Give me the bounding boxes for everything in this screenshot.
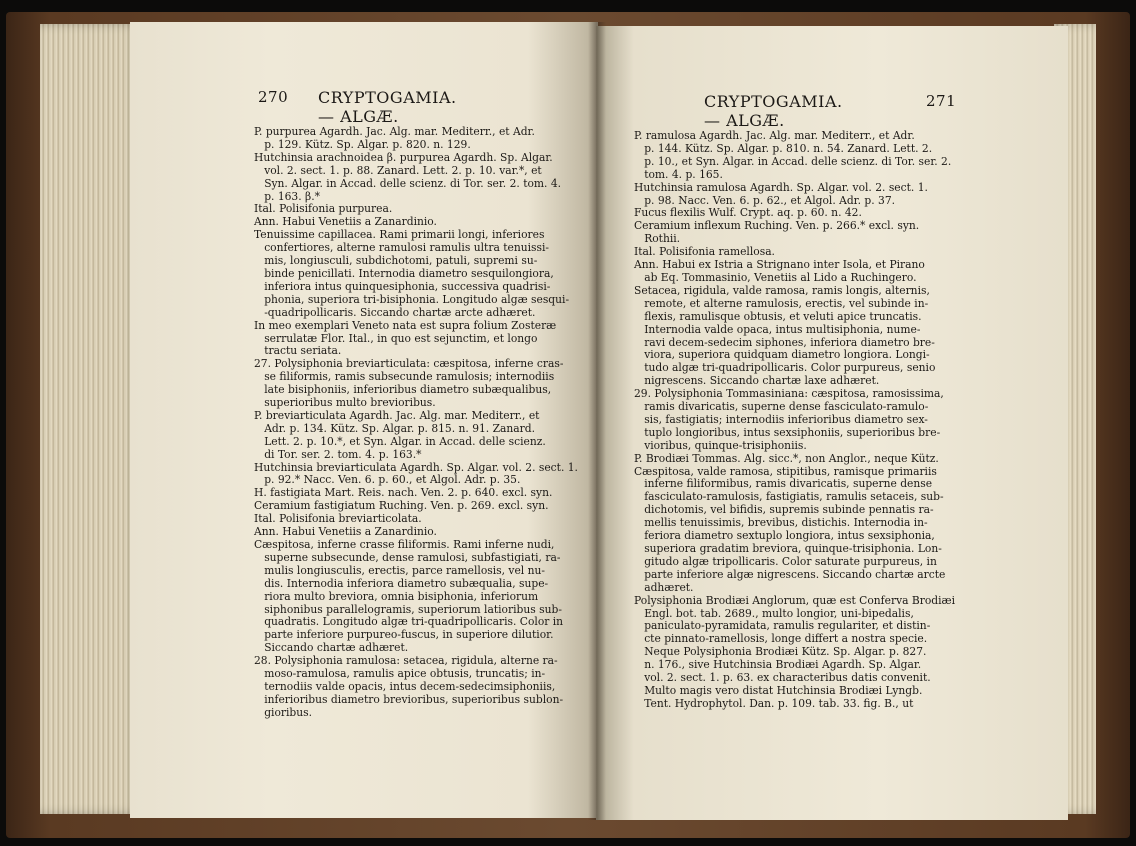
text-line: Polysiphonia Brodiæi Anglorum, quæ est Conferva Brodiæi xyxy=(634,593,955,607)
text-line: Neque Polysiphonia Brodiæi Kütz. Sp. Algar. p. 827. xyxy=(634,645,927,659)
left-page-text xyxy=(254,126,578,720)
text-line: phonia, superiora tri-bisiphonia. Longitudo algæ sesqui- xyxy=(254,292,570,306)
text-line: vol. 2. sect. 1. p. 63. ex characteribus datis convenit. xyxy=(634,671,931,685)
text-line: In meo exemplari Veneto nata est supra folium Zosteræ xyxy=(254,318,557,332)
text-line: Cæspitosa, inferne crasse filiformis. Rami inferne nudi, xyxy=(254,538,555,551)
text-line: adhæret. xyxy=(634,580,694,594)
text-line: dis. Internodia inferiora diametro subæqualia, supe- xyxy=(254,576,549,590)
text-line: Ital. Polisifonia purpurea. xyxy=(254,202,393,216)
left-page-number: 270 xyxy=(258,88,289,106)
text-line: confertiores, alterne ramulosi ramulis ultra tenuissi- xyxy=(254,241,550,255)
right-page xyxy=(596,26,1068,820)
text-line: H. fastigiata Mart. Reis. nach. Ven. 2. p. 640. excl. syn. xyxy=(254,486,553,500)
text-line: flexis, ramulisque obtusis, et veluti apice truncatis. xyxy=(634,309,922,323)
text-line: Setacea, rigidula, valde ramosa, ramis longis, alternis, xyxy=(634,283,930,297)
text-line: p. 10., et Syn. Algar. in Accad. delle scienz. di Tor. ser. 2. xyxy=(634,154,952,168)
text-line: Ann. Habui Venetiis a Zanardinio. xyxy=(254,525,437,539)
text-line: P. ramulosa Agardh. Jac. Alg. mar. Mediterr., et Adr. xyxy=(634,129,915,142)
text-line: 29. Polysiphonia Tommasiniana: cæspitosa, ramosissima, xyxy=(634,387,944,401)
text-line: inferiora intus quinquesiphonia, successiva quadrisi- xyxy=(254,279,551,293)
text-line: parte inferiore algæ nigrescens. Siccando chartæ arcte xyxy=(634,567,946,581)
text-line: p. 98. Nacc. Ven. 6. p. 62., et Algol. Adr. p. 37. xyxy=(634,193,896,207)
text-line: inferne filiformibus, ramis divaricatis, superne dense xyxy=(634,477,933,491)
text-line: quadratis. Longitudo algæ tri-quadripollicaris. Color in xyxy=(254,615,564,629)
text-line: Cæspitosa, valde ramosa, stipitibus, ramisque primariis xyxy=(634,464,937,478)
text-line: ternodiis valde opacis, intus decem-sedecimsiphoniis, xyxy=(254,679,556,693)
text-line: remote, et alterne ramulosis, erectis, vel subinde in- xyxy=(634,296,929,310)
right-page-text xyxy=(634,130,955,711)
text-line: -quadripollicaris. Siccando chartæ arcte adhæret. xyxy=(254,305,536,319)
text-line: mellis tenuissimis, brevibus, distichis. Internodia in- xyxy=(634,516,928,530)
text-line: Adr. p. 134. Kütz. Sp. Algar. p. 815. n. 91. Zanard. xyxy=(254,421,535,435)
text-line: Ceramium inflexum Ruching. Ven. p. 266.* excl. syn. xyxy=(634,219,920,233)
text-line: moso-ramulosa, ramulis apice obtusis, truncatis; in- xyxy=(254,667,546,681)
text-line: Hutchinsia breviarticulata Agardh. Sp. Algar. vol. 2. sect. 1. xyxy=(254,460,578,474)
text-line: mis, longiusculi, subdichotomi, patuli, supremi su- xyxy=(254,254,538,268)
text-line: late bisiphoniis, inferioribus diametro subæqualibus, xyxy=(254,383,552,397)
text-line: superiora gradatim breviora, quinque-trisiphonia. Lon- xyxy=(634,542,942,555)
text-line: P. purpurea Agardh. Jac. Alg. mar. Mediterr., et Adr. xyxy=(254,125,535,138)
text-line: Rothii. xyxy=(634,232,681,246)
text-line: tom. 4. p. 165. xyxy=(634,167,723,181)
text-line: ravi decem-sedecim siphones, inferiora diametro bre- xyxy=(634,335,935,349)
text-line: p. 129. Kütz. Sp. Algar. p. 820. n. 129. xyxy=(254,137,471,151)
text-line: Siccando chartæ adhæret. xyxy=(254,641,409,655)
text-line: vol. 2. sect. 1. p. 88. Zanard. Lett. 2. p. 10. var.*, et xyxy=(254,163,542,177)
text-line: cte pinnato-ramellosis, longe differt a nostra specie. xyxy=(634,632,928,646)
text-line: viora, superiora quidquam diametro longiora. Longi- xyxy=(634,348,930,362)
text-line: Lett. 2. p. 10.*, et Syn. Algar. in Accad. delle scienz. xyxy=(254,434,546,448)
text-line: Syn. Algar. in Accad. delle scienz. di Tor. ser. 2. tom. 4. xyxy=(254,176,562,190)
text-line: Hutchinsia arachnoidea β. purpurea Agardh. Sp. Algar. xyxy=(254,150,553,164)
text-line: dichotomis, vel bifidis, supremis subinde pennatis ra- xyxy=(634,503,934,517)
text-line: tuplo longioribus, intus sexsiphoniis, superioribus bre- xyxy=(634,425,941,439)
text-line: p. 163. β.* xyxy=(254,189,320,203)
text-line: Fucus flexilis Wulf. Crypt. aq. p. 60. n. 42. xyxy=(634,206,862,220)
book-gutter xyxy=(588,22,606,820)
text-line: Multo magis vero distat Hutchinsia Brodiæi Lyngb. xyxy=(634,683,923,697)
text-line: Tent. Hydrophytol. Dan. p. 109. tab. 33. fig. B., ut xyxy=(634,696,914,710)
text-line: Ceramium fastigiatum Ruching. Ven. p. 269. excl. syn. xyxy=(254,499,549,513)
text-line: mulis longiusculis, erectis, parce ramellosis, vel nu- xyxy=(254,563,545,577)
page-edges-left xyxy=(40,24,140,814)
text-line: inferioribus diametro brevioribus, superioribus sublon- xyxy=(254,692,564,706)
text-line: gitudo algæ tripollicaris. Color saturate purpureus, in xyxy=(634,554,937,568)
text-line: p. 144. Kütz. Sp. Algar. p. 810. n. 54. Zanard. Lett. 2. xyxy=(634,141,933,155)
text-line: ramis divaricatis, superne dense fasciculato-ramulo- xyxy=(634,400,929,414)
text-line: 28. Polysiphonia ramulosa: setacea, rigidula, alterne ra- xyxy=(254,654,558,668)
text-line: Ann. Habui ex Istria a Strignano inter Isola, et Pirano xyxy=(634,258,925,272)
text-line: paniculato-pyramidata, ramulis regulariter, et distin- xyxy=(634,619,931,633)
text-line: Engl. bot. tab. 2689., multo longior, uni-bipedalis, xyxy=(634,606,914,620)
right-page-number: 271 xyxy=(926,92,957,110)
text-line: p. 92.* Nacc. Ven. 6. p. 60., et Algol. Adr. p. 35. xyxy=(254,473,521,487)
text-line: Ital. Polisifonia breviarticolata. xyxy=(254,512,422,526)
text-line: feriora diametro sextuplo longiora, intus sexsiphonia, xyxy=(634,529,935,543)
text-line: di Tor. ser. 2. tom. 4. p. 163.* xyxy=(254,447,422,461)
text-line: riora multo breviora, omnia bisiphonia, inferiorum xyxy=(254,589,539,603)
text-line: n. 176., sive Hutchinsia Brodiæi Agardh. Sp. Algar. xyxy=(634,658,922,672)
text-line: ab Eq. Tommasinio, Venetiis al Lido a Ruchingero. xyxy=(634,270,917,284)
text-line: se filiformis, ramis subsecunde ramulosis; internodiis xyxy=(254,370,555,384)
text-line: sis, fastigiatis; internodiis inferioribus diametro sex- xyxy=(634,412,928,426)
text-line: Ann. Habui Venetiis a Zanardinio. xyxy=(254,215,437,229)
text-line: P. Brodiæi Tommas. Alg. sicc.*, non Anglor., neque Kütz. xyxy=(634,451,939,465)
text-line: binde penicillati. Internodia diametro sesquilongiora, xyxy=(254,266,554,280)
text-line: serrulatæ Flor. Ital., in quo est sejunctim, et longo xyxy=(254,331,538,345)
text-line: superne subsecunde, dense ramulosi, subfastigiati, ra- xyxy=(254,550,561,564)
text-line: Ital. Polisifonia ramellosa. xyxy=(634,245,775,259)
text-line: superioribus multo brevioribus. xyxy=(254,396,436,410)
text-line: tudo algæ tri-quadripollicaris. Color purpureus, senio xyxy=(634,361,936,375)
text-line: siphonibus parallelogramis, superiorum latioribus sub- xyxy=(254,602,562,616)
text-line: Hutchinsia ramulosa Agardh. Sp. Algar. vol. 2. sect. 1. xyxy=(634,180,928,194)
text-line: fasciculato-ramulosis, fastigiatis, ramulis setaceis, sub- xyxy=(634,490,944,504)
text-line: P. breviarticulata Agardh. Jac. Alg. mar. Mediterr., et xyxy=(254,408,540,422)
left-page-running-title: CRYPTOGAMIA. — ALGÆ. xyxy=(318,88,457,126)
right-page-running-title: CRYPTOGAMIA. — ALGÆ. xyxy=(704,92,843,130)
text-line: nigrescens. Siccando chartæ laxe adhæret. xyxy=(634,374,880,388)
text-line: 27. Polysiphonia breviarticulata: cæspitosa, inferne cras- xyxy=(254,357,564,371)
text-line: Tenuissime capillacea. Rami primarii longi, inferiores xyxy=(254,228,545,242)
text-line: tractu seriata. xyxy=(254,344,342,358)
text-line: Internodia valde opaca, intus multisiphonia, nume- xyxy=(634,322,921,336)
text-line: gioribus. xyxy=(254,705,313,719)
text-line: vioribus, quinque-trisiphoniis. xyxy=(634,438,807,452)
text-line: parte inferiore purpureo-fuscus, in superiore dilutior. xyxy=(254,628,554,642)
left-page xyxy=(130,22,598,818)
